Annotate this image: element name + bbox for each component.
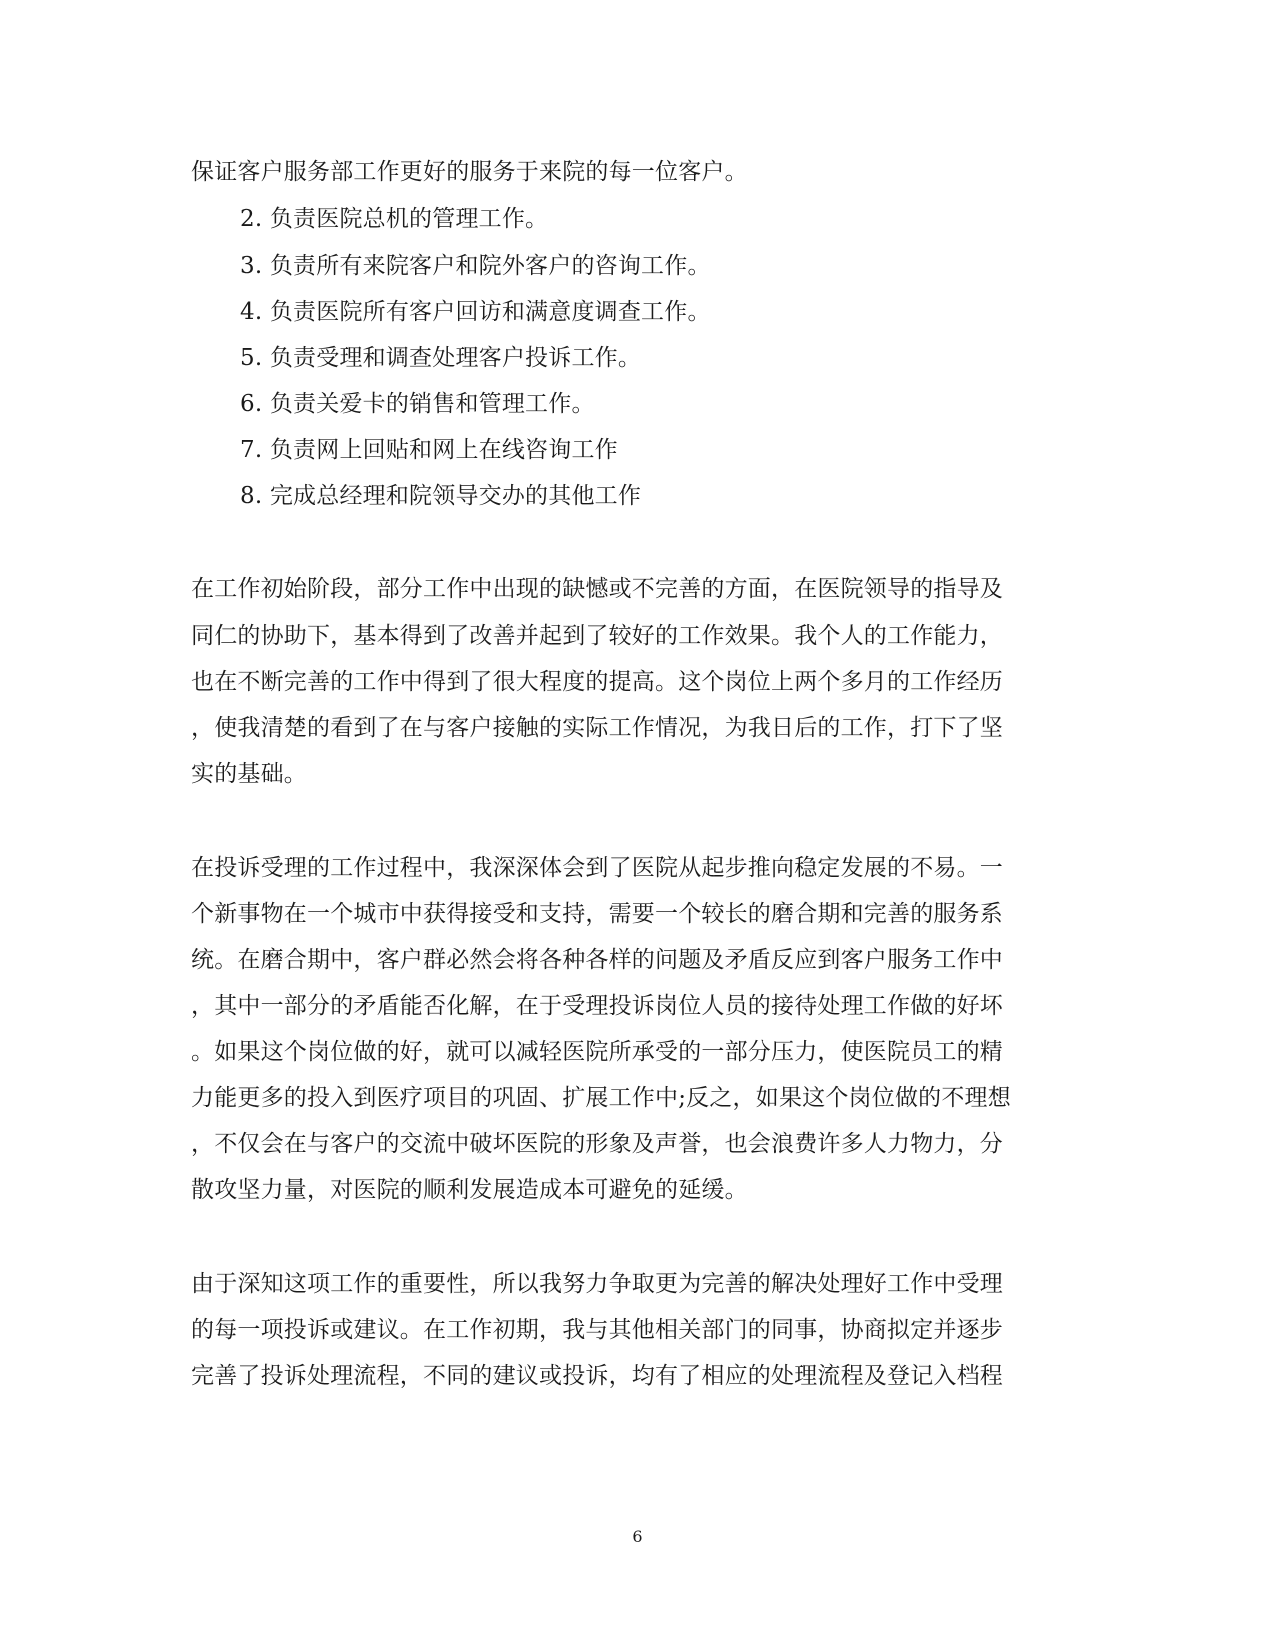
list-item: 5. 负责受理和调查处理客户投诉工作。	[240, 345, 642, 371]
intro-line: 保证客户服务部工作更好的服务于来院的每一位客户。	[191, 159, 748, 185]
paragraph-line: ，使我清楚的看到了在与客户接触的实际工作情况，为我日后的工作，打下了坚	[191, 715, 1003, 741]
paragraph-line: 在工作初始阶段，部分工作中出现的缺憾或不完善的方面，在医院领导的指导及	[191, 576, 1003, 602]
list-item: 7. 负责网上回贴和网上在线咨询工作	[240, 437, 618, 463]
paragraph-line: 。如果这个岗位做的好，就可以减轻医院所承受的一部分压力，使医院员工的精	[191, 1039, 1003, 1065]
list-item: 8. 完成总经理和院领导交办的其他工作	[240, 483, 642, 509]
paragraph-line: 同仁的协助下，基本得到了改善并起到了较好的工作效果。我个人的工作能力，	[191, 623, 1003, 649]
paragraph-line: ，不仅会在与客户的交流中破坏医院的形象及声誉，也会浪费许多人力物力，分	[191, 1131, 1003, 1157]
paragraph-line: 在投诉受理的工作过程中，我深深体会到了医院从起步推向稳定发展的不易。一	[191, 855, 1003, 881]
page-number: 6	[632, 1527, 643, 1546]
paragraph-line: 也在不断完善的工作中得到了很大程度的提高。这个岗位上两个多月的工作经历	[191, 669, 1003, 695]
paragraph-line: ，其中一部分的矛盾能否化解，在于受理投诉岗位人员的接待处理工作做的好坏	[191, 993, 1003, 1019]
paragraph-line: 完善了投诉处理流程，不同的建议或投诉，均有了相应的处理流程及登记入档程	[191, 1363, 1003, 1389]
list-item: 3. 负责所有来院客户和院外客户的咨询工作。	[240, 253, 711, 279]
paragraph-line: 力能更多的投入到医疗项目的巩固、扩展工作中;反之，如果这个岗位做的不理想	[191, 1085, 1011, 1111]
paragraph-line: 个新事物在一个城市中获得接受和支持，需要一个较长的磨合期和完善的服务系	[191, 901, 1003, 927]
paragraph-line: 统。在磨合期中，客户群必然会将各种各样的问题及矛盾反应到客户服务工作中	[191, 947, 1003, 973]
list-item: 2. 负责医院总机的管理工作。	[240, 206, 549, 232]
list-item: 4. 负责医院所有客户回访和满意度调查工作。	[240, 299, 711, 325]
paragraph-line: 散攻坚力量，对医院的顺利发展造成本可避免的延缓。	[191, 1177, 748, 1203]
list-item: 6. 负责关爱卡的销售和管理工作。	[240, 391, 595, 417]
paragraph-line: 的每一项投诉或建议。在工作初期，我与其他相关部门的同事，协商拟定并逐步	[191, 1317, 1003, 1343]
paragraph-line: 由于深知这项工作的重要性，所以我努力争取更为完善的解决处理好工作中受理	[191, 1271, 1003, 1297]
paragraph-line: 实的基础。	[191, 761, 307, 787]
